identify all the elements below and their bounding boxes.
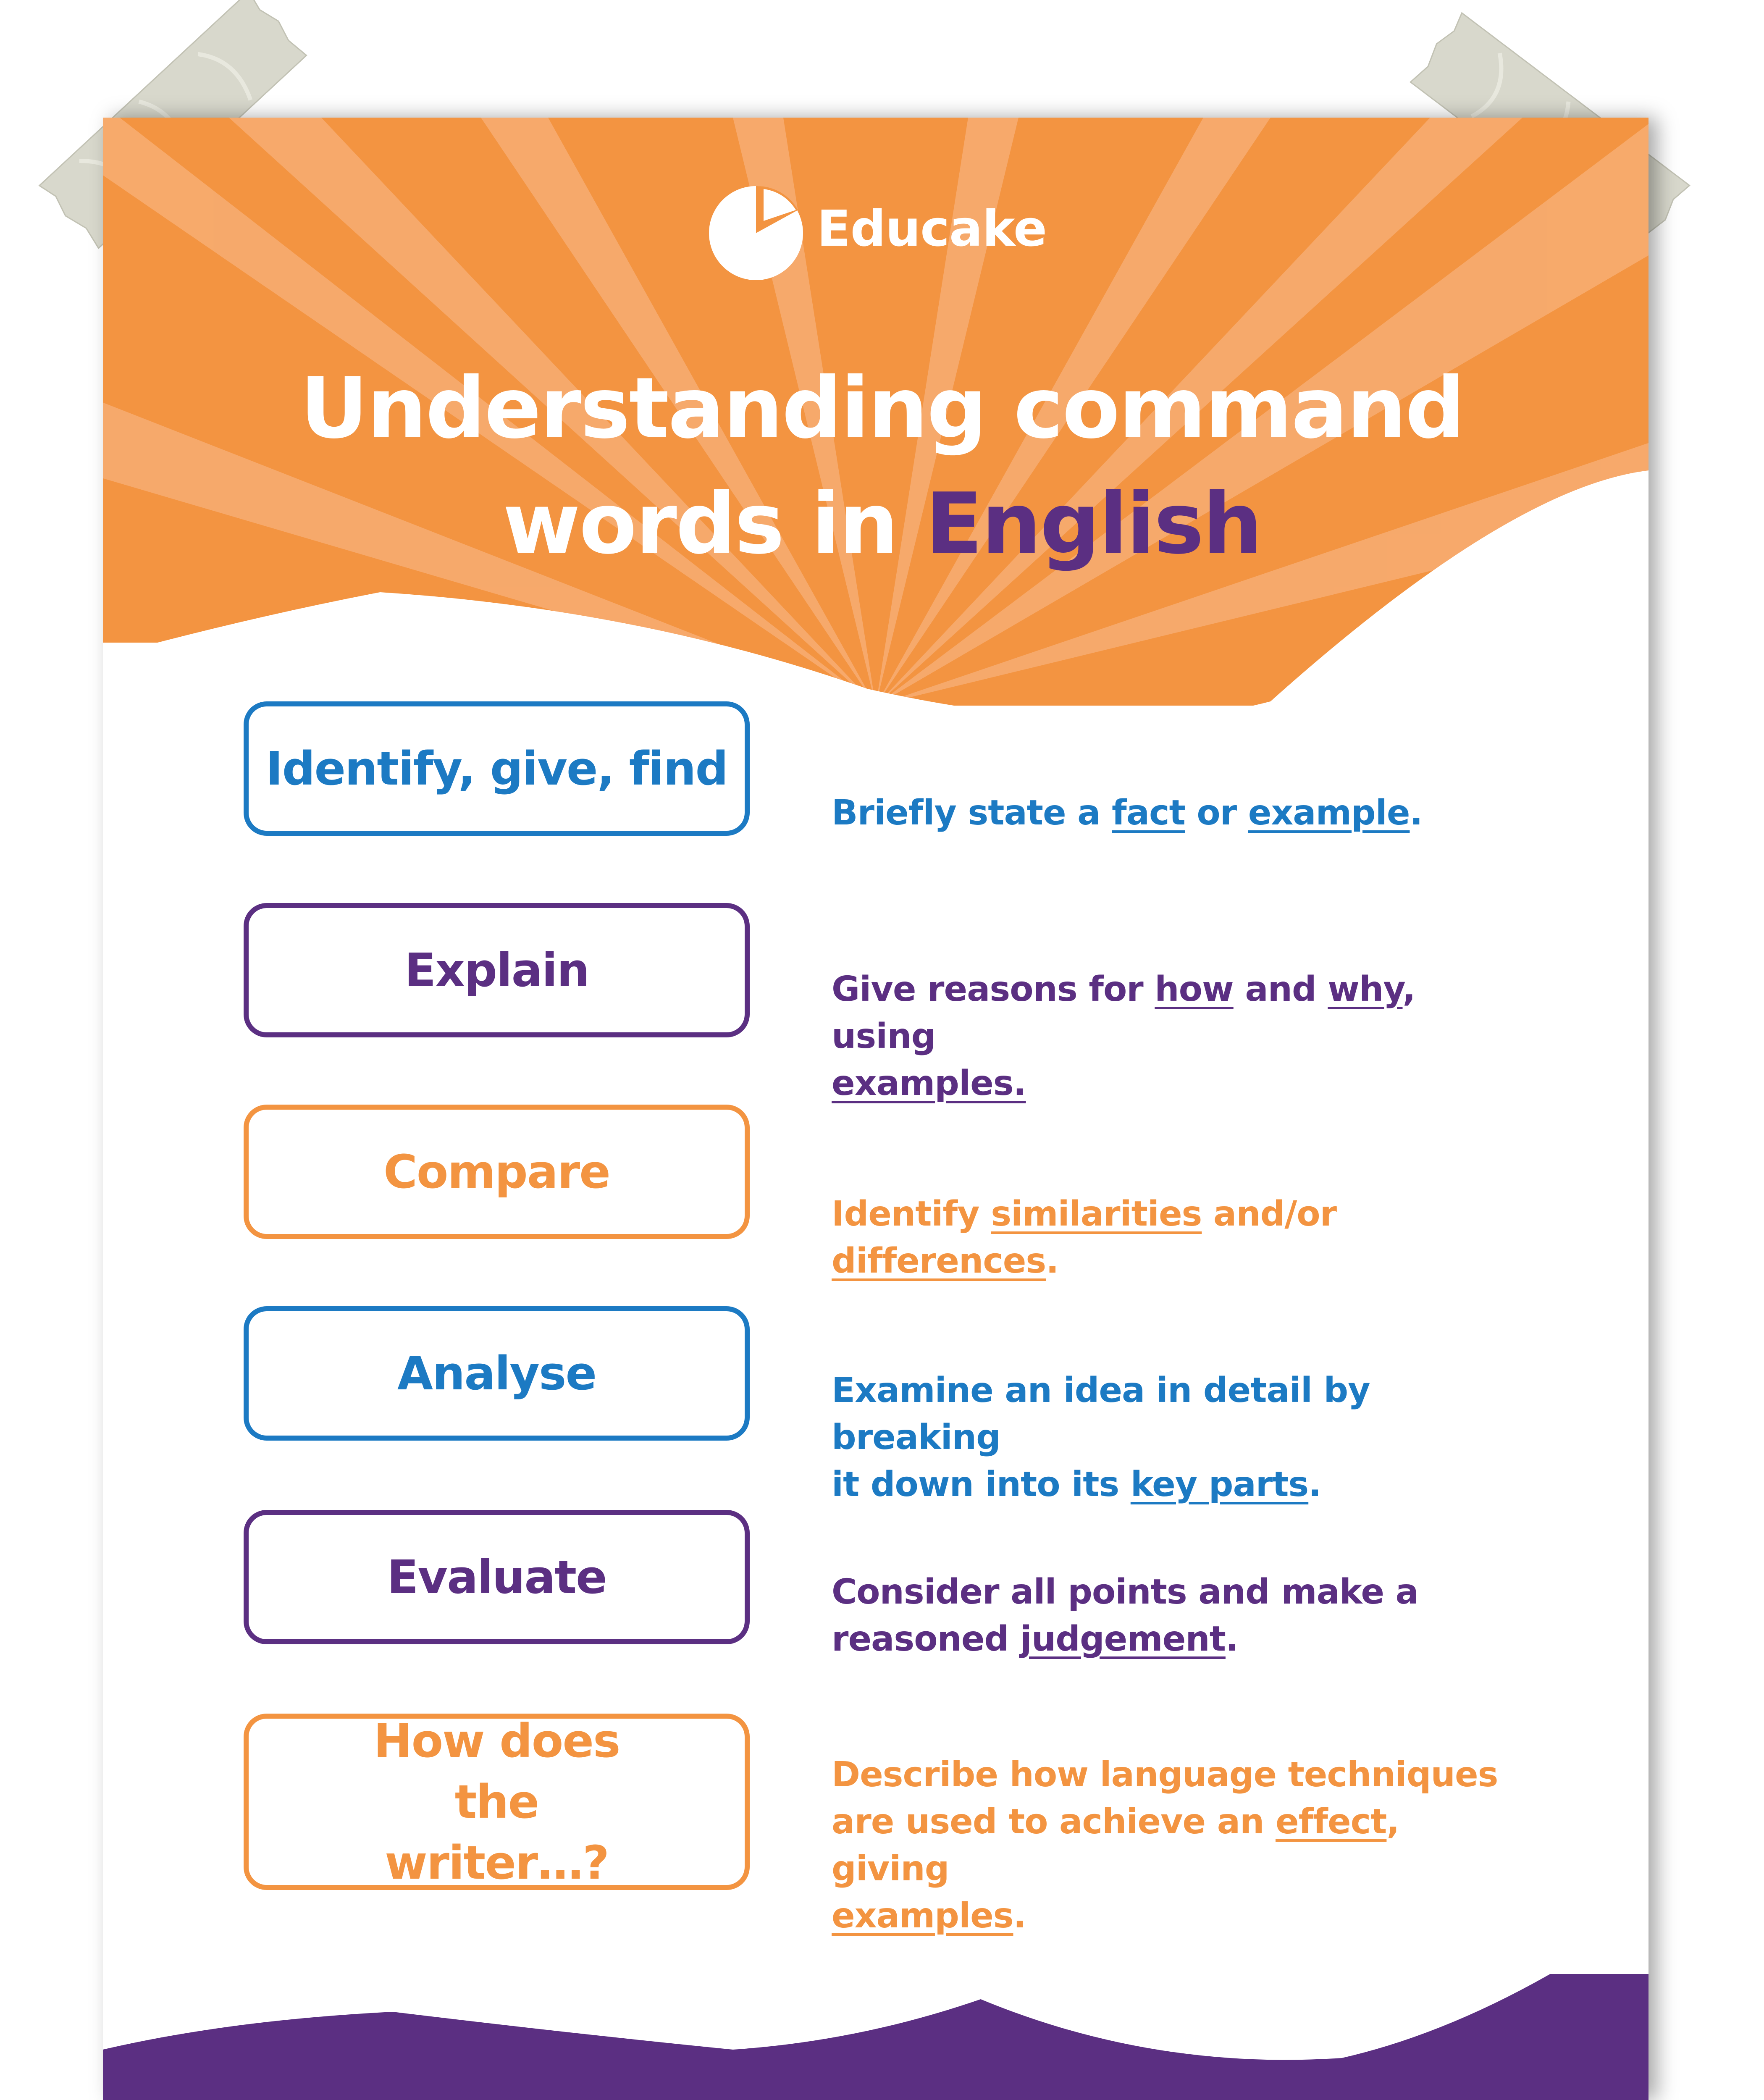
definition-text: Give reasons for	[832, 969, 1155, 1009]
definition-keyword: why	[1328, 969, 1403, 1009]
educake-logo	[706, 181, 1058, 286]
definition-text: .	[1308, 1465, 1321, 1504]
title-line-2-prefix: words in	[503, 475, 926, 573]
definition-text: it down into its	[832, 1465, 1131, 1504]
definition-text: Describe how language techniques	[832, 1755, 1498, 1795]
definition-keyword: effect	[1275, 1802, 1387, 1842]
definition-text: Examine an idea in detail by breaking	[832, 1370, 1370, 1457]
definition-text: or	[1185, 793, 1248, 833]
definition-text: , using	[832, 969, 1415, 1056]
definition-analyse	[832, 1367, 1525, 1508]
definition-keyword: example	[1248, 793, 1410, 833]
command-word-evaluate: Evaluate	[244, 1510, 750, 1644]
command-word-analyse: Analyse	[244, 1306, 750, 1441]
definition-text: Consider all points and make a	[832, 1572, 1418, 1612]
title-line-1: Understanding command	[300, 360, 1464, 457]
page-title	[0, 351, 1764, 582]
definition-text: and/or	[1202, 1194, 1337, 1234]
title-line-2	[0, 466, 1764, 582]
command-word-how-does-the-writer: How does the writer…?	[244, 1714, 750, 1890]
definition-text: reasoned	[832, 1619, 1020, 1659]
title-subject: English	[925, 475, 1261, 573]
command-word-identify: Identify, give, find	[244, 701, 750, 836]
definition-text: Briefly state a	[832, 793, 1112, 833]
definition-keyword: differences	[832, 1241, 1046, 1281]
definition-how-does-the-writer	[832, 1751, 1525, 1940]
definition-identify	[832, 790, 1525, 837]
definition-keyword: judgement	[1020, 1619, 1226, 1659]
definition-keyword: key parts	[1130, 1465, 1309, 1504]
definition-keyword: similarities	[991, 1194, 1202, 1234]
footer-wave	[103, 1974, 1648, 2100]
definition-keyword: examples	[832, 1896, 1013, 1936]
definition-text: .	[1013, 1896, 1026, 1936]
definition-keyword: how	[1155, 969, 1234, 1009]
definition-keyword: fact	[1112, 793, 1185, 833]
definition-text: .	[1225, 1619, 1239, 1659]
definition-text: are used to achieve an	[832, 1802, 1276, 1842]
definition-text: .	[1410, 793, 1423, 833]
definition-text: Identify	[832, 1194, 991, 1234]
brand-name: Educake	[817, 200, 1047, 257]
cake-slice-icon	[706, 181, 806, 281]
definition-text: , giving	[832, 1802, 1399, 1889]
definition-evaluate	[832, 1569, 1525, 1663]
command-word-explain: Explain	[244, 903, 750, 1037]
definition-compare	[832, 1191, 1525, 1285]
command-word-compare: Compare	[244, 1105, 750, 1239]
definition-text: .	[1046, 1241, 1059, 1281]
definition-keyword: examples.	[832, 1063, 1026, 1103]
definition-explain	[832, 966, 1525, 1107]
definition-text: and	[1233, 969, 1328, 1009]
